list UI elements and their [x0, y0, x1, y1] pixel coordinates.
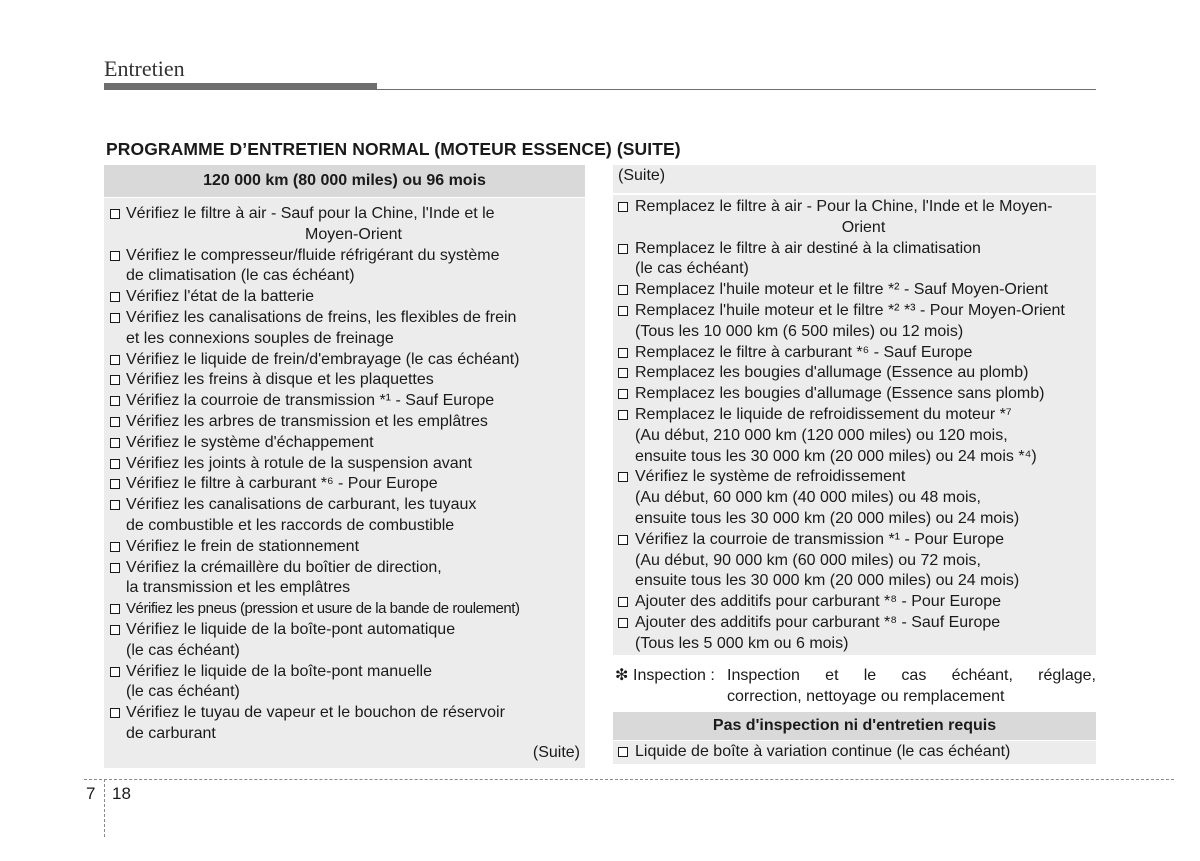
checkbox-icon	[618, 618, 628, 628]
checklist-item-text: Vérifiez le liquide de la boîte-pont automatique	[126, 620, 456, 638]
checklist-item-text: Remplacez le filtre à carburant *⁶ - Sauf Europe	[635, 343, 973, 361]
checklist-item	[104, 308, 585, 350]
left-schedule-panel	[104, 165, 585, 768]
checklist-item-text: Ajouter des additifs pour carburant *⁸ - Pour Europe	[635, 593, 1002, 611]
checkbox-icon	[110, 417, 120, 427]
checklist-item	[613, 467, 1096, 529]
checklist-item-text: Vérifiez la courroie de transmission *¹ - Pour Europe	[635, 530, 1005, 548]
checkbox-icon	[618, 348, 628, 358]
no-inspection-panel	[613, 741, 1096, 764]
checklist-item-text: Vérifiez le système d'échappement	[126, 433, 374, 451]
checklist-item	[104, 703, 585, 745]
right-suite-label: (Suite)	[618, 167, 666, 184]
checklist-item-text: Vérifiez le filtre à air - Sauf pour la Chine, l'Inde et le	[126, 205, 495, 222]
checklist-item-text: (Au début, 210 000 km (120 000 miles) ou 120 mois,	[635, 426, 1008, 444]
checkbox-icon	[618, 244, 628, 254]
checklist-item-text: Vérifiez l'état de la batterie	[126, 288, 315, 306]
checkbox-icon	[110, 667, 120, 677]
checklist-item	[613, 363, 1096, 384]
checklist-item	[613, 530, 1096, 592]
header-rule-thick	[104, 83, 377, 90]
header-rule-thin	[377, 89, 1096, 90]
checkbox-icon	[110, 604, 120, 614]
checklist-item-text: Vérifiez le frein de stationnement	[126, 537, 360, 555]
checkbox-icon	[110, 708, 120, 718]
checkbox-icon	[618, 535, 628, 545]
checkbox-icon	[618, 285, 628, 295]
checklist-item-text: Remplacez le filtre à air destiné à la climatisation	[635, 239, 981, 257]
checklist-item-text: (le cas échéant)	[126, 683, 240, 701]
checklist-item-text: Vérifiez les pneus (pression et usure de la bande de roulement)	[126, 600, 520, 618]
no-inspection-list	[613, 741, 1096, 763]
checkbox-icon	[110, 396, 120, 406]
legend-definition	[727, 665, 1096, 707]
checklist-item	[104, 204, 585, 246]
legend-definition-line: correction, nettoyage ou remplacement	[727, 688, 1005, 705]
checklist-item-text: ensuite tous les 30 000 km (20 000 miles) ou 24 mois *⁴)	[635, 447, 1037, 465]
checklist-item-text: de combustible et les raccords de combustible	[126, 516, 455, 534]
checklist-item	[104, 433, 585, 454]
checklist-item-text: Moyen-Orient	[305, 225, 402, 243]
checklist-item	[613, 742, 1096, 763]
checklist-item-text: Vérifiez le liquide de la boîte-pont manuelle	[126, 662, 432, 680]
checklist-item	[104, 537, 585, 558]
checklist-item	[104, 370, 585, 391]
checklist-item-text: de carburant	[126, 724, 216, 742]
checkbox-icon	[110, 355, 120, 365]
checklist-item-text: (le cas échéant)	[126, 641, 240, 659]
checklist-item-text: Vérifiez le filtre à carburant *⁶ - Pour Europe	[126, 475, 438, 493]
checkbox-icon	[618, 410, 628, 420]
checklist-item	[104, 495, 585, 537]
checklist-item-text: Remplacez l'huile moteur et le filtre *² *³ - Pour Moyen-Orient	[635, 301, 1065, 319]
checkbox-icon	[110, 209, 120, 219]
checklist-item-text: et les connexions souples de freinage	[126, 329, 394, 347]
checklist-item-text: de climatisation (le cas échéant)	[126, 267, 355, 285]
checkbox-icon	[110, 292, 120, 302]
checkbox-icon	[618, 747, 628, 757]
checklist-item	[104, 246, 585, 288]
checklist-item-text: (Tous les 10 000 km (6 500 miles) ou 12 mois)	[635, 322, 964, 340]
checklist-item-text: Remplacez le liquide de refroidissement du moteur *⁷	[635, 405, 1012, 423]
right-checklist	[613, 195, 1096, 655]
checklist-item-text: Ajouter des additifs pour carburant *⁸ - Sauf Europe	[635, 613, 1001, 631]
checklist-item	[613, 405, 1096, 467]
section-title: PROGRAMME D’ENTRETIEN NORMAL (MOTEUR ESSENCE) (SUITE)	[106, 139, 681, 159]
checklist-item-text: Remplacez les bougies d'allumage (Essence au plomb)	[635, 364, 1029, 382]
checkbox-icon	[618, 368, 628, 378]
checklist-item	[104, 391, 585, 412]
checkbox-icon	[110, 313, 120, 323]
page-header-title: Entretien	[104, 56, 185, 81]
legend-definition-line: Inspection et le cas échéant, réglage,	[727, 667, 1096, 684]
checklist-item	[104, 662, 585, 704]
checklist-item-text: ensuite tous les 30 000 km (20 000 miles) ou 24 mois)	[635, 509, 1020, 527]
checkbox-icon	[110, 563, 120, 573]
checklist-item-text: Vérifiez les canalisations de carburant, les tuyaux	[126, 496, 477, 514]
checkbox-icon	[110, 251, 120, 261]
checklist-item-text: Vérifiez les canalisations de freins, les flexibles de frein	[126, 308, 517, 326]
checklist-item-text: Remplacez les bougies d'allumage (Essence sans plomb)	[635, 385, 1045, 403]
checklist-item	[613, 613, 1096, 655]
checklist-item	[104, 454, 585, 475]
checkbox-icon	[110, 625, 120, 635]
checkbox-icon	[618, 389, 628, 399]
checklist-item-text: Vérifiez le tuyau de vapeur et le bouchon de réservoir	[126, 704, 505, 722]
checklist-item-text: Remplacez le filtre à air - Pour la Chine, l'Inde et le Moyen-	[635, 198, 1053, 215]
checklist-item-text: Vérifiez les freins à disque et les plaquettes	[126, 371, 434, 389]
checklist-item-text: Vérifiez le système de refroidissement	[635, 468, 906, 486]
checklist-item	[104, 558, 585, 600]
checklist-item-text: Orient	[841, 218, 886, 236]
checklist-item-text: Vérifiez le compresseur/fluide réfrigérant du système	[126, 246, 500, 264]
left-checklist	[104, 198, 585, 745]
checklist-item	[104, 287, 585, 308]
checkbox-icon	[110, 500, 120, 510]
checkbox-icon	[110, 542, 120, 552]
checklist-item	[104, 599, 585, 620]
checklist-item-text: Vérifiez le liquide de frein/d'embrayage (le cas échéant)	[126, 350, 520, 368]
inspection-legend	[613, 665, 1096, 707]
checklist-item-text: Vérifiez la crémaillère du boîtier de direction,	[126, 558, 442, 576]
checkbox-icon	[110, 438, 120, 448]
checklist-item	[104, 350, 585, 371]
checkbox-icon	[618, 202, 628, 212]
checklist-item-text: Vérifiez les arbres de transmission et les emplâtres	[126, 412, 488, 430]
checkbox-icon	[618, 597, 628, 607]
checklist-item	[613, 592, 1096, 613]
checklist-item-text: (Au début, 60 000 km (40 000 miles) ou 48 mois,	[635, 489, 981, 507]
checkbox-icon	[110, 459, 120, 469]
checklist-item-text: Remplacez l'huile moteur et le filtre *² - Sauf Moyen-Orient	[635, 281, 1048, 299]
checklist-item	[613, 280, 1096, 301]
checklist-item-text: Vérifiez la courroie de transmission *¹ - Sauf Europe	[126, 392, 495, 410]
checkbox-icon	[618, 472, 628, 482]
page-number: 18	[112, 784, 131, 803]
checklist-item	[613, 239, 1096, 281]
checklist-item-text: ensuite tous les 30 000 km (20 000 miles) ou 24 mois)	[635, 572, 1020, 590]
checkbox-icon	[618, 306, 628, 316]
left-suite-label: (Suite)	[532, 744, 580, 761]
legend-term: Inspection :	[633, 667, 715, 684]
checklist-item-text: Vérifiez les joints à rotule de la suspension avant	[126, 454, 472, 472]
asterisk-flower-icon: ❇	[615, 667, 629, 684]
checklist-item	[104, 412, 585, 433]
checklist-item	[613, 384, 1096, 405]
checklist-item	[104, 474, 585, 495]
no-inspection-header: Pas d'inspection ni d'entretien requis	[613, 712, 1096, 740]
left-interval-header: 120 000 km (80 000 miles) ou 96 mois	[104, 165, 585, 198]
checklist-item	[104, 620, 585, 662]
chapter-number: 7	[86, 784, 96, 803]
checklist-item	[613, 301, 1096, 343]
checklist-item-text: (Tous les 5 000 km ou 6 mois)	[635, 634, 849, 652]
checkbox-icon	[110, 375, 120, 385]
checklist-item-text: (le cas échéant)	[635, 260, 749, 278]
checklist-item	[613, 197, 1096, 239]
checklist-item-text: Liquide de boîte à variation continue (le cas échéant)	[635, 743, 1011, 760]
footer-dashed-divider	[104, 779, 105, 837]
footer-dashed-rule	[84, 779, 1174, 780]
checklist-item-text: la transmission et les emplâtres	[126, 579, 351, 597]
right-schedule-panel	[613, 165, 1096, 655]
checkbox-icon	[110, 479, 120, 489]
checklist-item	[613, 343, 1096, 364]
checklist-item-text: (Au début, 90 000 km (60 000 miles) ou 72 mois,	[635, 551, 981, 569]
